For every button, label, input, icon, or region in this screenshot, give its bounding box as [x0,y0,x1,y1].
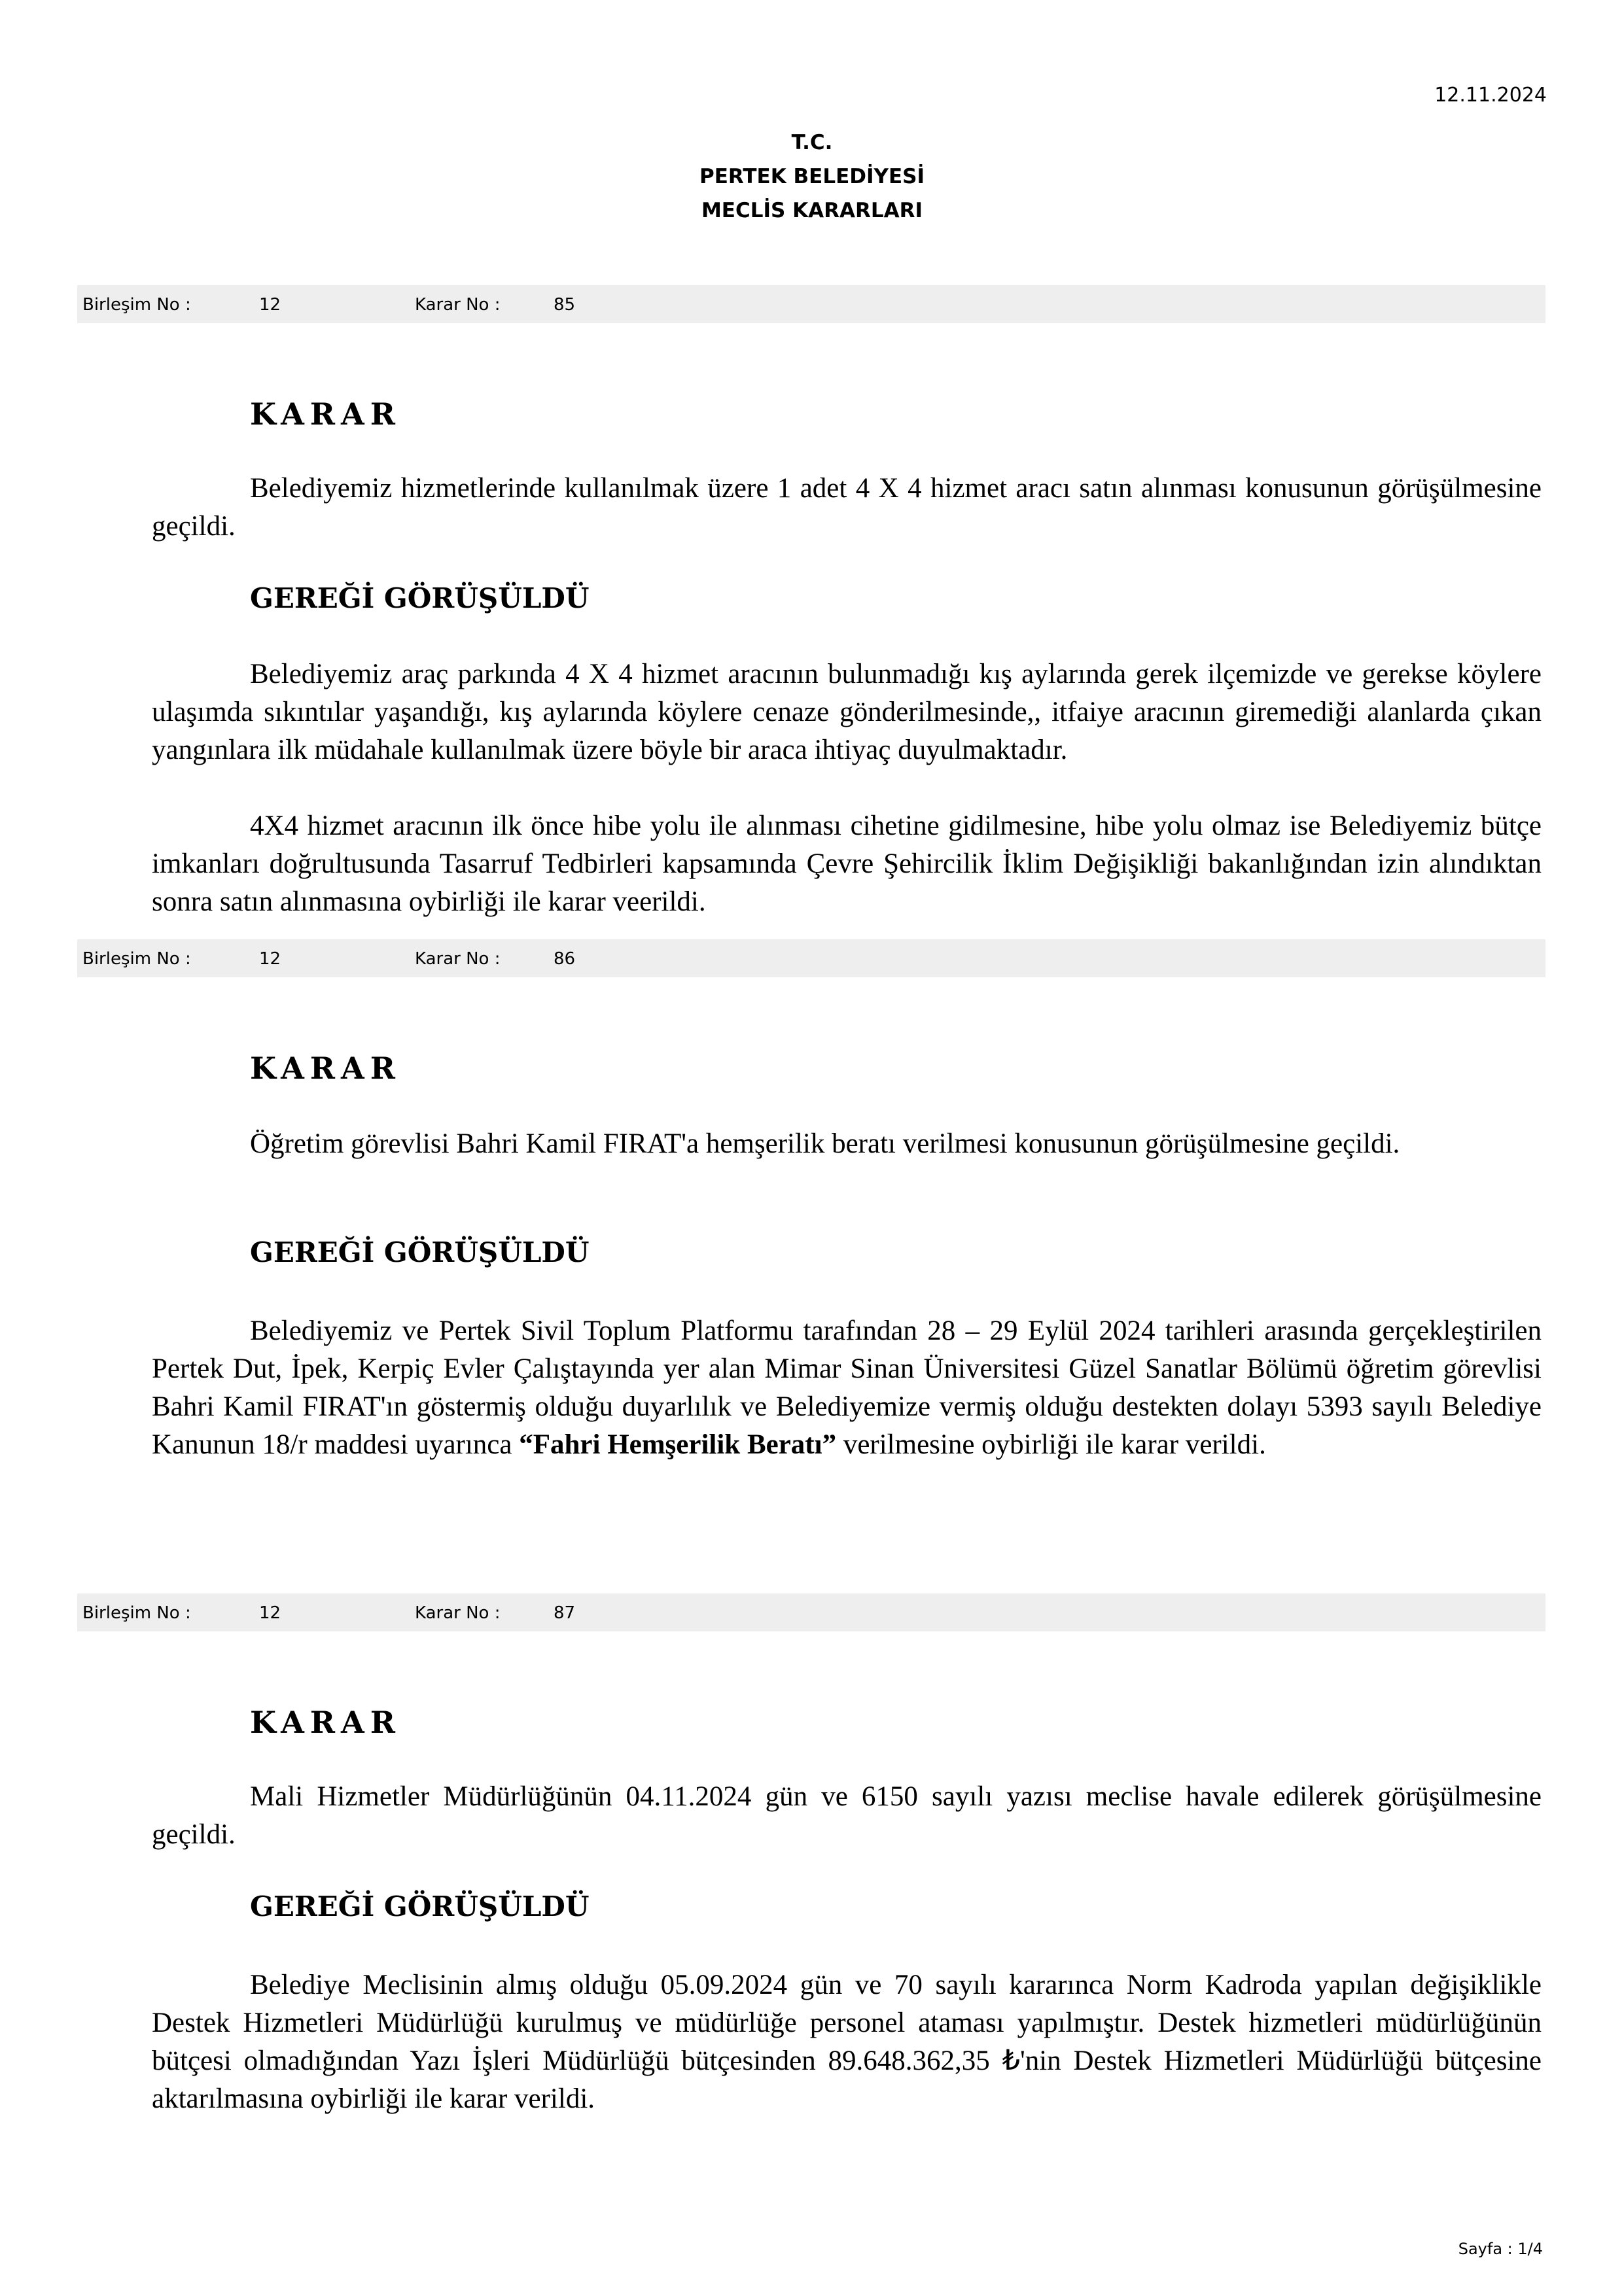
decision-intro: Öğretim görevlisi Bahri Kamil FIRAT'a hemşerilik beratı verilmesi konusunun görüşülmesine geçildi. [250,1128,1400,1159]
karar-heading: KARAR [250,1705,401,1740]
honorary-citizenship-title: “Fahri Hemşerilik Beratı” [519,1429,837,1460]
decision-body: Belediyemiz araç parkında 4 X 4 hizmet aracının bulunmadığı kış aylarında gerek ilçemizde ve gerekse köylere ulaşımda sıkıntılar yaşandığı, kış aylarında köylere cenaze gönderilmesinde,, itfaiye aracının giremediği alanlarda çıkan yangınlara ilk müdahale kullanılmak üzere böyle bir araca ihtiyaç duyulmaktadır. [152,659,1542,765]
document-header [0,126,1624,228]
decision-number: 87 [554,1603,576,1623]
decision-number: 86 [554,949,576,969]
decision-intro: Belediyemiz hizmetlerinde kullanılmak üzere 1 adet 4 X 4 hizmet aracı satın alınması konusunun görüşülmesine geçildi. [152,473,1542,542]
decision-number: 85 [554,295,576,315]
header-tc: T.C. [791,131,833,154]
session-label: Birleşim No : [82,949,191,969]
header-municipality: PERTEK BELEDİYESİ [699,165,925,188]
decision-number-label: Karar No : [415,949,501,969]
decision-intro: Mali Hizmetler Müdürlüğünün 04.11.2024 gün ve 6150 sayılı yazısı meclise havale edilerek görüşülmesine geçildi. [152,1781,1542,1850]
session-number: 12 [259,1603,281,1623]
header-council-decisions: MECLİS KARARLARI [701,199,923,222]
decision-body-text-end: verilmesine oybirliği ile karar verildi. [836,1429,1266,1460]
session-number: 12 [259,295,281,315]
gorusuldu-heading: GEREĞİ GÖRÜŞÜLDÜ [250,1890,590,1922]
karar-heading: KARAR [250,396,401,432]
gorusuldu-heading: GEREĞİ GÖRÜŞÜLDÜ [250,1236,590,1268]
decision-body [152,1312,1542,1464]
session-number: 12 [259,949,281,969]
gorusuldu-heading: GEREĞİ GÖRÜŞÜLDÜ [250,582,590,614]
decision-meta-bar [77,939,1545,977]
decision-meta-bar [77,1593,1545,1631]
document-date: 12.11.2024 [1434,84,1547,107]
session-label: Birleşim No : [82,1603,191,1623]
decision-number-label: Karar No : [415,295,501,315]
session-label: Birleşim No : [82,295,191,315]
page-number: Sayfa : 1/4 [1458,2240,1543,2258]
decision-meta-bar [77,285,1545,323]
decision-body: Belediye Meclisinin almış olduğu 05.09.2024 gün ve 70 sayılı kararınca Norm Kadroda yapılan değişiklikle Destek Hizmetleri Müdürlüğü kurulmuş ve müdürlüğe personel ataması yapılmıştır. Destek hizmetleri müdürlüğünün bütçesi olmadığından Yazı İşleri Müdürlüğü bütçesinden 89.648.362,35 ₺'nin Destek Hizmetleri Müdürlüğü bütçesine aktarılmasına oybirliği ile karar verildi. [152,1970,1542,2114]
decision-body-continued: 4X4 hizmet aracının ilk önce hibe yolu ile alınması cihetine gidilmesine, hibe yolu olmaz ise Belediyemiz bütçe imkanları doğrultusunda Tasarruf Tedbirleri kapsamında Çevre Şehircilik İklim Değişikliği bakanlığından izin alındıktan sonra satın alınmasına oybirliği ile karar veerildi. [152,810,1542,917]
decision-body-text: Belediyemiz ve Pertek Sivil Toplum Platformu tarafından 28 – 29 Eylül 2024 tarihleri arasında gerçekleştirilen Pertek Dut, İpek, Kerpiç Evler Çalıştayında yer alan Mimar Sinan Üniversitesi Güzel Sanatlar Bölümü öğretim görevlisi Bahri Kamil FIRAT'ın göstermiş olduğu duyarlılık ve Belediyemize vermiş olduğu destekten dolayı 5393 sayılı Belediye Kanunun 18/r maddesi uyarınca [152,1315,1542,1460]
decision-number-label: Karar No : [415,1603,501,1623]
karar-heading: KARAR [250,1051,401,1086]
